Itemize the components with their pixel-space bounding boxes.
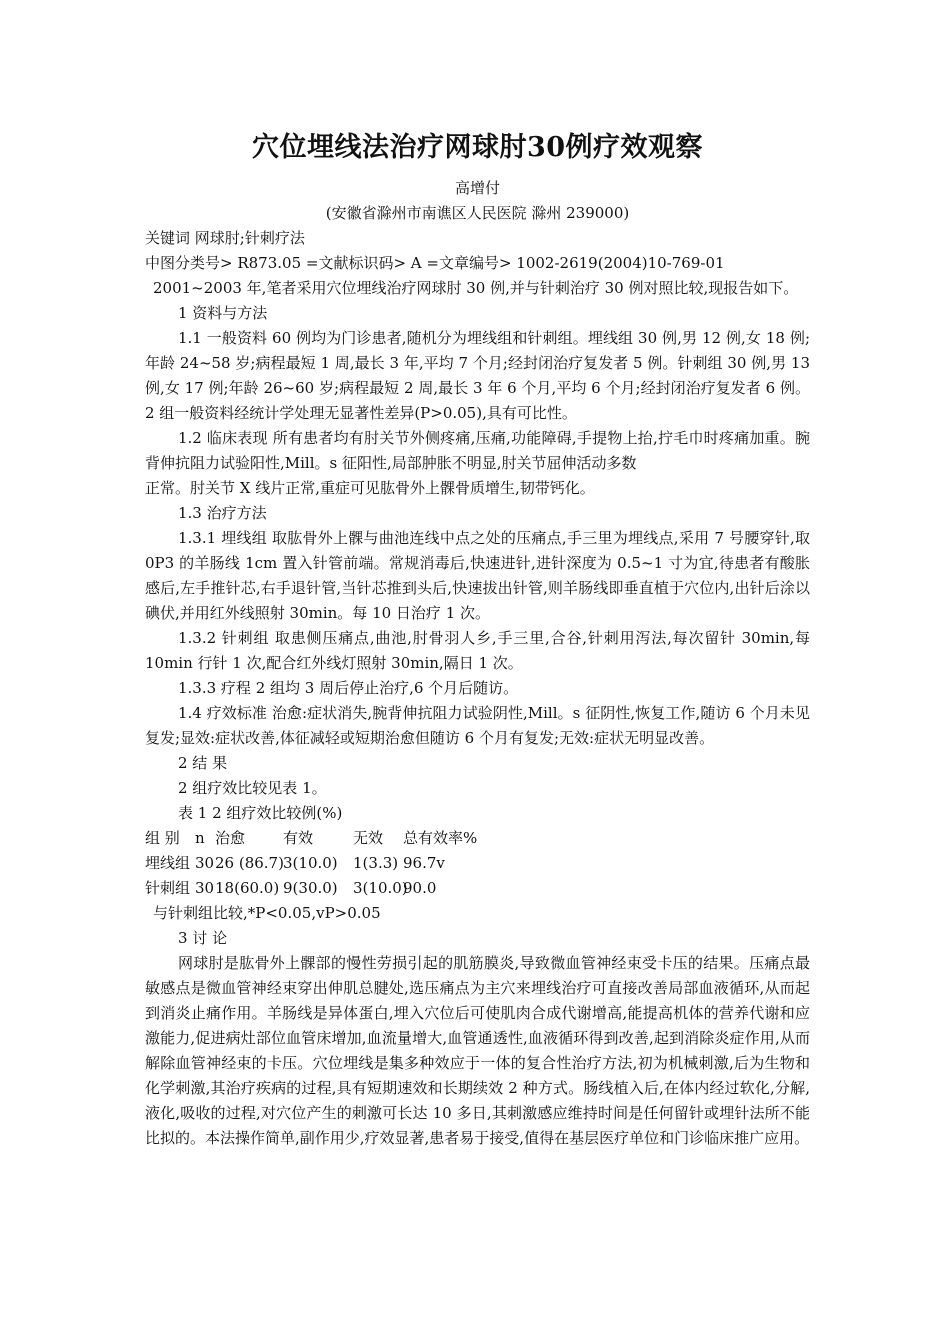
table-header-cell: 无效 — [353, 829, 384, 847]
paragraph-1-2-a: 1.2 临床表现 所有患者均有肘关节外侧疼痛,压痛,功能障碍,手提物上抬,拧毛巾时疼痛加重。腕背伸抗阻力试验阳性,Mill。s 征阳性,局部肿胀不明显,肘关节屈伸活动多数 — [145, 429, 810, 472]
section-heading-1: 1 资料与方法 — [178, 304, 268, 322]
table-note: 与针刺组比较,*P<0.05,vP>0.05 — [153, 904, 381, 922]
table-cell: 3(10.0) — [353, 879, 408, 897]
table-header-cell: 有效 — [283, 829, 314, 847]
paragraph-1-3-3: 1.3.3 疗程 2 组均 3 周后停止治疗,6 个月后随访。 — [178, 679, 519, 697]
table-header-cell: 组 别 — [145, 829, 180, 847]
paragraph-1-3-1: 1.3.1 埋线组 取肱骨外上髁与曲池连线中点之处的压痛点,手三里为埋线点,采用 7 号腰穿针,取 0P3 的羊肠线 1cm 置入针管前端。常规消毒后,快速进针,进针深度为 0.5~1 寸为宜,待患者有酸胀感后,左手推针芯,右手退针管,当针芯推到头后,快速拔出针管,则羊肠线即垂直植于穴位内,出针后涂以碘伏,并用红外线照射 30min。每 10 日治疗 1 次。 — [145, 529, 810, 622]
table-caption: 表 1 2 组疗效比较例(%) — [178, 804, 343, 822]
table-cell: 90.0 — [403, 879, 437, 897]
table-cell: 30 — [195, 879, 215, 897]
table-cell: 26 (86.7) — [215, 854, 284, 872]
article — [145, 128, 810, 1151]
table-row — [145, 876, 810, 901]
paragraph-1-2-b: 正常。肘关节 X 线片正常,重症可见肱骨外上髁骨质增生,韧带钙化。 — [145, 479, 595, 497]
table-cell: 30 — [195, 854, 215, 872]
paper-title: 穴位埋线法治疗网球肘30例疗效观察 — [251, 132, 704, 163]
table-header-cell: n — [195, 829, 205, 847]
table-header-row — [145, 826, 810, 851]
table-cell: 1(3.3) — [353, 854, 399, 872]
section-heading-3: 3 讨 论 — [178, 929, 228, 947]
classification: 中图分类号> R873.05 =文献标识码> A =文章编号> 1002-2619(2004)10-769-01 — [145, 254, 725, 272]
table-cell: 96.7v — [403, 854, 445, 872]
discussion-paragraph: 网球肘是肱骨外上髁部的慢性劳损引起的肌筋膜炎,导致微血管神经束受卡压的结果。压痛点最敏感点是微血管神经束穿出伸肌总腱处,选压痛点为主穴来埋线治疗可直接改善局部血液循环,从而起到消炎止痛作用。羊肠线是异体蛋白,埋入穴位后可使肌肉合成代谢增高,能提高机体的营养代谢和应激能力,促进病灶部位血管床增加,血流量增大,血管通透性,血液循环得到改善,起到消除炎症作用,从而解除血管神经束的卡压。穴位埋线是集多种效应于一体的复合性治疗方法,初为机械刺激,后为生物和化学刺激,其治疗疾病的过程,具有短期速效和长期续效 2 种方式。肠线植入后,在体内经过软化,分解,液化,吸收的过程,对穴位产生的刺激可长达 10 多日,其刺激感应维持时间是任何留针或埋针法所不能比拟的。本法操作简单,副作用少,疗效显著,患者易于接受,值得在基层医疗单位和门诊临床推广应用。 — [145, 954, 810, 1147]
author: 高增付 — [454, 179, 500, 197]
table-cell: 18(60.0) — [215, 879, 280, 897]
paragraph-1-4: 1.4 疗效标准 治愈:症状消失,腕背伸抗阻力试验阴性,Mill。s 征阴性,恢复工作,随访 6 个月未见复发;显效:症状改善,体征减轻或短期治愈但随访 6 个月有复发;无效:症状无明显改善。 — [145, 704, 810, 747]
table-header-cell: 总有效率% — [403, 829, 478, 847]
table-cell: 3(10.0) — [283, 854, 338, 872]
section-heading-1-3: 1.3 治疗方法 — [178, 504, 267, 522]
affiliation: (安徽省滁州市南谯区人民医院 滁州 239000) — [325, 204, 630, 222]
table-cell: 针刺组 — [145, 879, 191, 897]
section-heading-2: 2 结 果 — [178, 754, 228, 772]
paragraph-1-3-2: 1.3.2 针刺组 取患侧压痛点,曲池,肘骨羽人乡,手三里,合谷,针刺用泻法,每次留针 30min,每 10min 行针 1 次,配合红外线灯照射 30min,隔日 1 次。 — [145, 629, 810, 672]
paragraph-1-1: 1.1 一般资料 60 例均为门诊患者,随机分为埋线组和针刺组。埋线组 30 例,男 12 例,女 18 例;年龄 24~58 岁;病程最短 1 周,最长 3 年,平均 7 个月;经封闭治疗复发者 5 例。针刺组 30 例,男 13 例,女 17 例;年龄 26~60 岁;病程最短 2 周,最长 3 年 6 个月,平均 6 个月;经封闭治疗复发者 6 例。2 组一般资料经统计学处理无显著性差异(P>0.05),具有可比性。 — [145, 329, 810, 422]
paragraph-2: 2 组疗效比较见表 1。 — [178, 779, 327, 797]
table-row — [145, 851, 810, 876]
table-cell: 埋线组 — [145, 854, 191, 872]
keywords: 关键词 网球肘;针刺疗法 — [145, 229, 305, 247]
table-cell: 9(30.0) — [283, 879, 338, 897]
intro-paragraph: 2001~2003 年,笔者采用穴位埋线治疗网球肘 30 例,并与针刺治疗 30 例对照比较,现报告如下。 — [153, 279, 799, 297]
table-header-cell: 治愈 — [215, 829, 246, 847]
